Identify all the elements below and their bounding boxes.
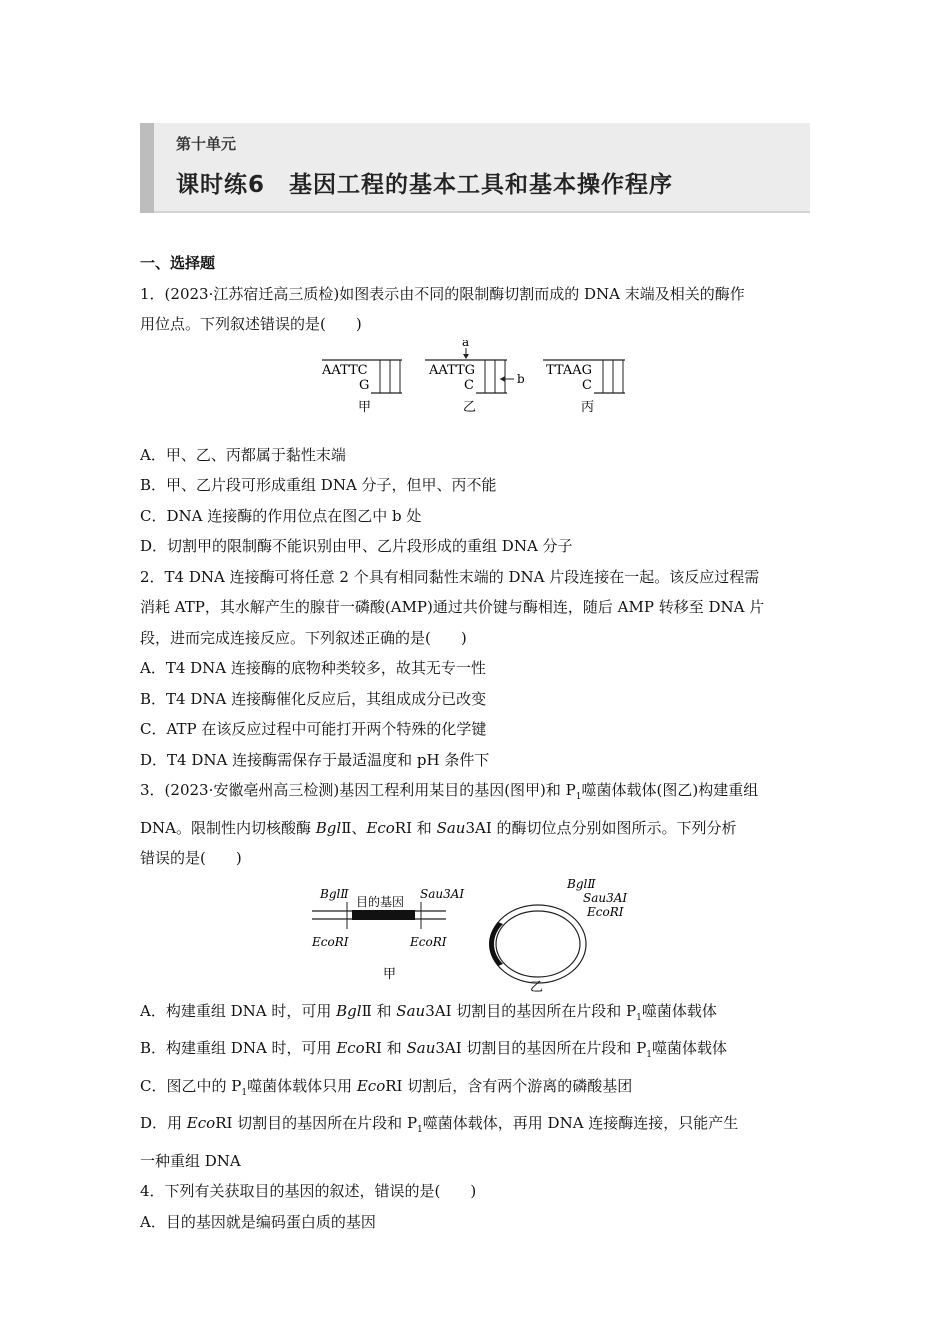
q3-option-d-line2: 一种重组 DNA: [140, 1151, 241, 1170]
q1-dna-ends-diagram: [140, 340, 810, 440]
jia-bottom-seq: G: [359, 377, 370, 393]
phage-vector-ring: [489, 877, 627, 995]
q2-option-d: D．T4 DNA 连接酶需保存于最适温度和 pH 条件下: [140, 750, 490, 769]
arrow-a-label: a: [462, 339, 470, 349]
banner-stripe: [140, 123, 154, 213]
q3-option-d: D．用 EcoRⅠ 切割目的基因所在片段和 $P_1$噬菌体载体，再用 DNA 连接酶连接，只能产生: [140, 1114, 739, 1135]
section-title: 一、选择题: [140, 254, 216, 272]
q2-option-c: C．ATP 在该反应过程中可能打开两个特殊的化学键: [140, 720, 487, 738]
yi-bottom-seq: C: [464, 377, 474, 393]
ring-eco-label: EcoRⅠ: [587, 904, 624, 919]
q3-stem-line1: 3．(2023·安徽亳州高三检测)基因工程利用某目的基因(图甲)和 $P_1$噬菌体载体(图乙)构建重组: [140, 781, 759, 802]
q1-option-b: B．甲、乙片段可形成重组 DNA 分子，但甲、丙不能: [140, 476, 497, 494]
q2-option-b: B．T4 DNA 连接酶催化反应后，其组成成分已改变: [140, 689, 487, 708]
target-gene-fragment: [311, 887, 464, 982]
q2-option-a: A．T4 DNA 连接酶的底物种类较多，故其无专一性: [140, 659, 486, 677]
q3-option-b: B．构建重组 DNA 时，可用 EcoRⅠ 和 Sau3AⅠ 切割目的基因所在片段和 $P_1$噬菌体载体: [140, 1039, 728, 1060]
q3-option-c: C．图乙中的 $P_1$噬菌体载体只用 EcoRⅠ 切割后，含有两个游离的磷酸基团: [140, 1076, 633, 1098]
q3-stem-line2: DNA。限制性内切核酸酶 BglⅡ、EcoRⅠ 和 Sau3AⅠ 的酶切位点分别如图所示。下列分析: [140, 818, 737, 837]
q1-option-c: C．DNA 连接酶的作用位点在图乙中 b 处: [140, 506, 422, 525]
q1-option-d: D．切割甲的限制酶不能识别由甲、乙片段形成的重组 DNA 分子: [140, 537, 573, 555]
q1-stem-line2: 用位点。下列叙述错误的是( ): [140, 315, 362, 333]
q3-option-a: A．构建重组 DNA 时，可用 BglⅡ 和 Sau3AⅠ 切割目的基因所在片段和 $P_1$噬菌体载体: [140, 1001, 717, 1023]
q4-option-a: A．目的基因就是编码蛋白质的基因: [140, 1212, 376, 1231]
q1-stem-line1: 1．(2023·江苏宿迁高三质检)如图表示由不同的限制酶切割而成的 DNA 末端及相关的酶作: [140, 284, 745, 303]
q3-stem-line3: 错误的是( ): [140, 849, 242, 867]
bing-top-seq: TTAAG: [546, 362, 593, 378]
q1-figure: [140, 340, 810, 440]
q2-stem-line1: 2．T4 DNA 连接酶可将任意 2 个具有相同黏性末端的 DNA 片段连接在一起。该反应过程需: [140, 567, 760, 586]
unit-banner: [140, 123, 810, 213]
arrow-b-label: b: [517, 371, 525, 386]
q1-option-a: A．甲、乙、丙都属于黏性末端: [140, 445, 346, 464]
q4-stem: 4．下列有关获取目的基因的叙述，错误的是( ): [140, 1182, 477, 1200]
q3-figure: [140, 874, 810, 996]
eco-right-label: EcoRⅠ: [410, 934, 447, 949]
page-title: 课时练6 基因工程的基本工具和基本操作程序: [176, 172, 674, 198]
banner-divider: [154, 211, 810, 213]
bing-label: 丙: [581, 399, 595, 415]
eco-left-label: EcoRⅠ: [312, 934, 349, 949]
worksheet-content: [140, 248, 810, 1237]
gene-label: 目的基因: [356, 894, 405, 909]
fragment-bing: [543, 360, 625, 415]
q2-stem-line2: 消耗 ATP，其水解产生的腺苷一磷酸(AMP)通过共价键与酶相连，随后 AMP 转移至 DNA 片: [140, 598, 765, 616]
jia-label: 甲: [358, 399, 372, 415]
sau-label: Sau3AⅠ: [420, 886, 465, 901]
fragment-yi: [425, 340, 525, 415]
yi-top-seq: AATTG: [429, 362, 476, 378]
q2-stem-line3: 段，进而完成连接反应。下列叙述正确的是( ): [140, 628, 467, 647]
fragment-jia: [321, 360, 402, 415]
yi-label: 乙: [463, 399, 477, 415]
ring-sau-label: Sau3AⅠ: [583, 890, 628, 905]
bgl-label: BglⅡ: [320, 886, 349, 901]
bing-bottom-seq: C: [582, 377, 592, 393]
unit-label: 第十单元: [176, 135, 237, 153]
target-gene-block: [352, 910, 415, 920]
jia-label-q3: 甲: [383, 966, 397, 982]
q3-gene-vector-diagram: [140, 874, 810, 996]
yi-label-q3: 乙: [530, 979, 544, 995]
ring-bgl-label: BglⅡ: [567, 876, 596, 891]
jia-top-seq: AATTC: [322, 362, 368, 378]
